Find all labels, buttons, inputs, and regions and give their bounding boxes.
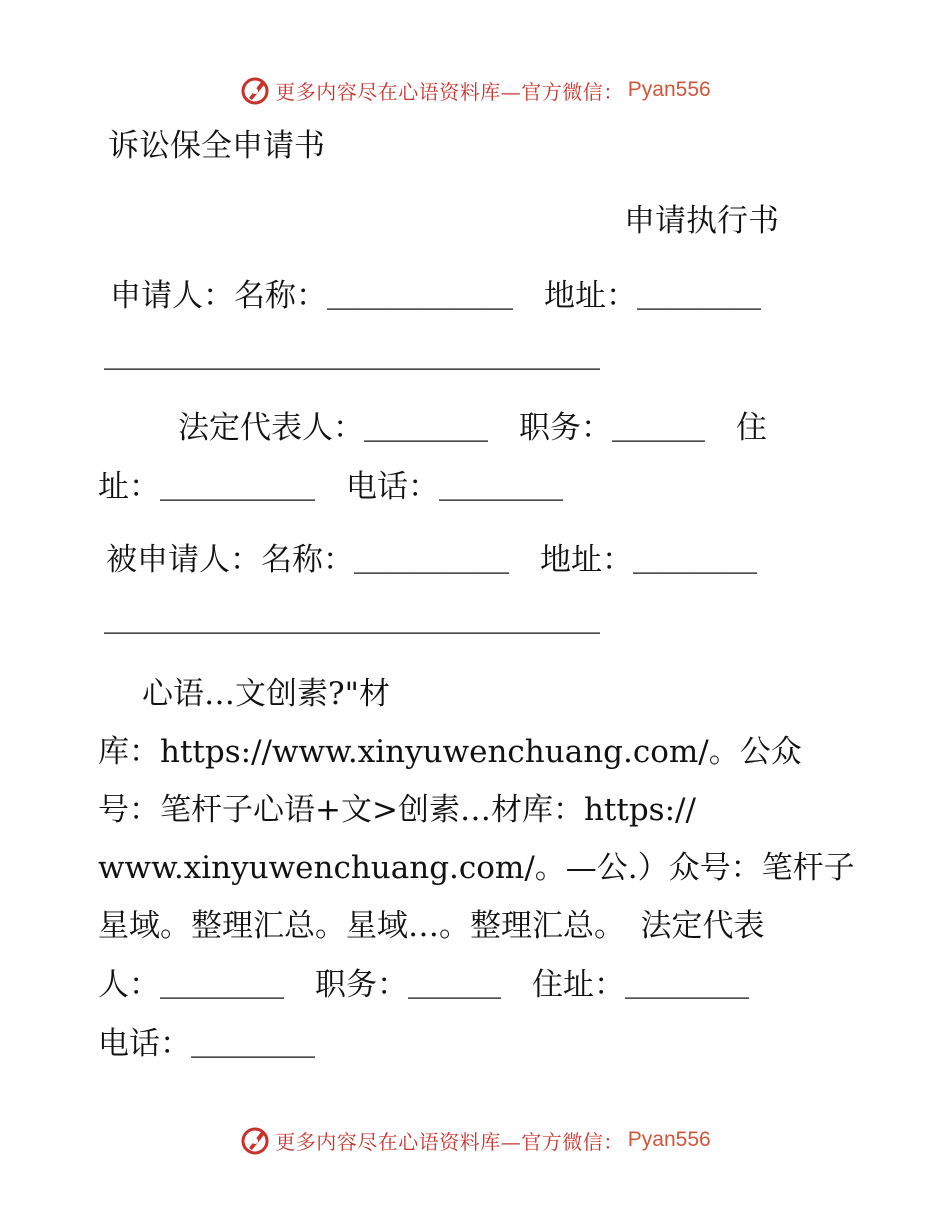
source-text-line-2: 库：https://www.xinyuwenchuang.com/。公众 [98, 734, 802, 770]
pen-circle-logo-icon [239, 74, 271, 106]
respondent-address-blank: ＿＿＿＿＿＿＿＿＿＿＿＿＿＿＿＿ [104, 602, 600, 638]
document-subtitle: 申请执行书 [624, 203, 779, 239]
applicant-representative-line: 法定代表人：＿＿＿＿ 职务：＿＿＿ 住 [178, 410, 767, 446]
applicant-address-blank: ＿＿＿＿＿＿＿＿＿＿＿＿＿＿＿＿ [104, 338, 600, 374]
bottom-watermark-banner [0, 1120, 950, 1160]
applicant-line: 申请人：名称：＿＿＿＿＿＿ 地址：＿＿＿＿ [110, 278, 761, 314]
source-text-line-4: www.xinyuwenchuang.com/。—公.）众号：笔杆子 [98, 850, 855, 886]
watermark-text: 更多内容尽在心语资料库—官方微信： [275, 79, 624, 104]
watermark-id: Pyan556 [627, 1128, 711, 1151]
watermark-id: Pyan556 [627, 78, 711, 101]
source-text-line-5: 星域。整理汇总。星域…。整理汇总。 法定代表 [98, 908, 765, 944]
pen-circle-logo-icon [239, 1124, 271, 1156]
respondent-line: 被申请人：名称：＿＿＿＿＿ 地址：＿＿＿＿ [106, 542, 757, 578]
source-text-line-1: 心语…文创素?"材 [142, 676, 390, 712]
top-watermark-banner [0, 70, 950, 110]
respondent-phone-line: 电话：＿＿＿＿ [98, 1026, 315, 1062]
source-text-line-3: 号：笔杆子心语+文>创素…材库：https:// [98, 792, 696, 828]
watermark-text: 更多内容尽在心语资料库—官方微信： [275, 1129, 624, 1154]
respondent-representative-line: 人：＿＿＿＿ 职务：＿＿＿ 住址：＿＿＿＿ [98, 967, 749, 1003]
document-title: 诉讼保全申请书 [108, 128, 325, 164]
applicant-contact-line: 址：＿＿＿＿＿ 电话：＿＿＿＿ [98, 469, 563, 505]
